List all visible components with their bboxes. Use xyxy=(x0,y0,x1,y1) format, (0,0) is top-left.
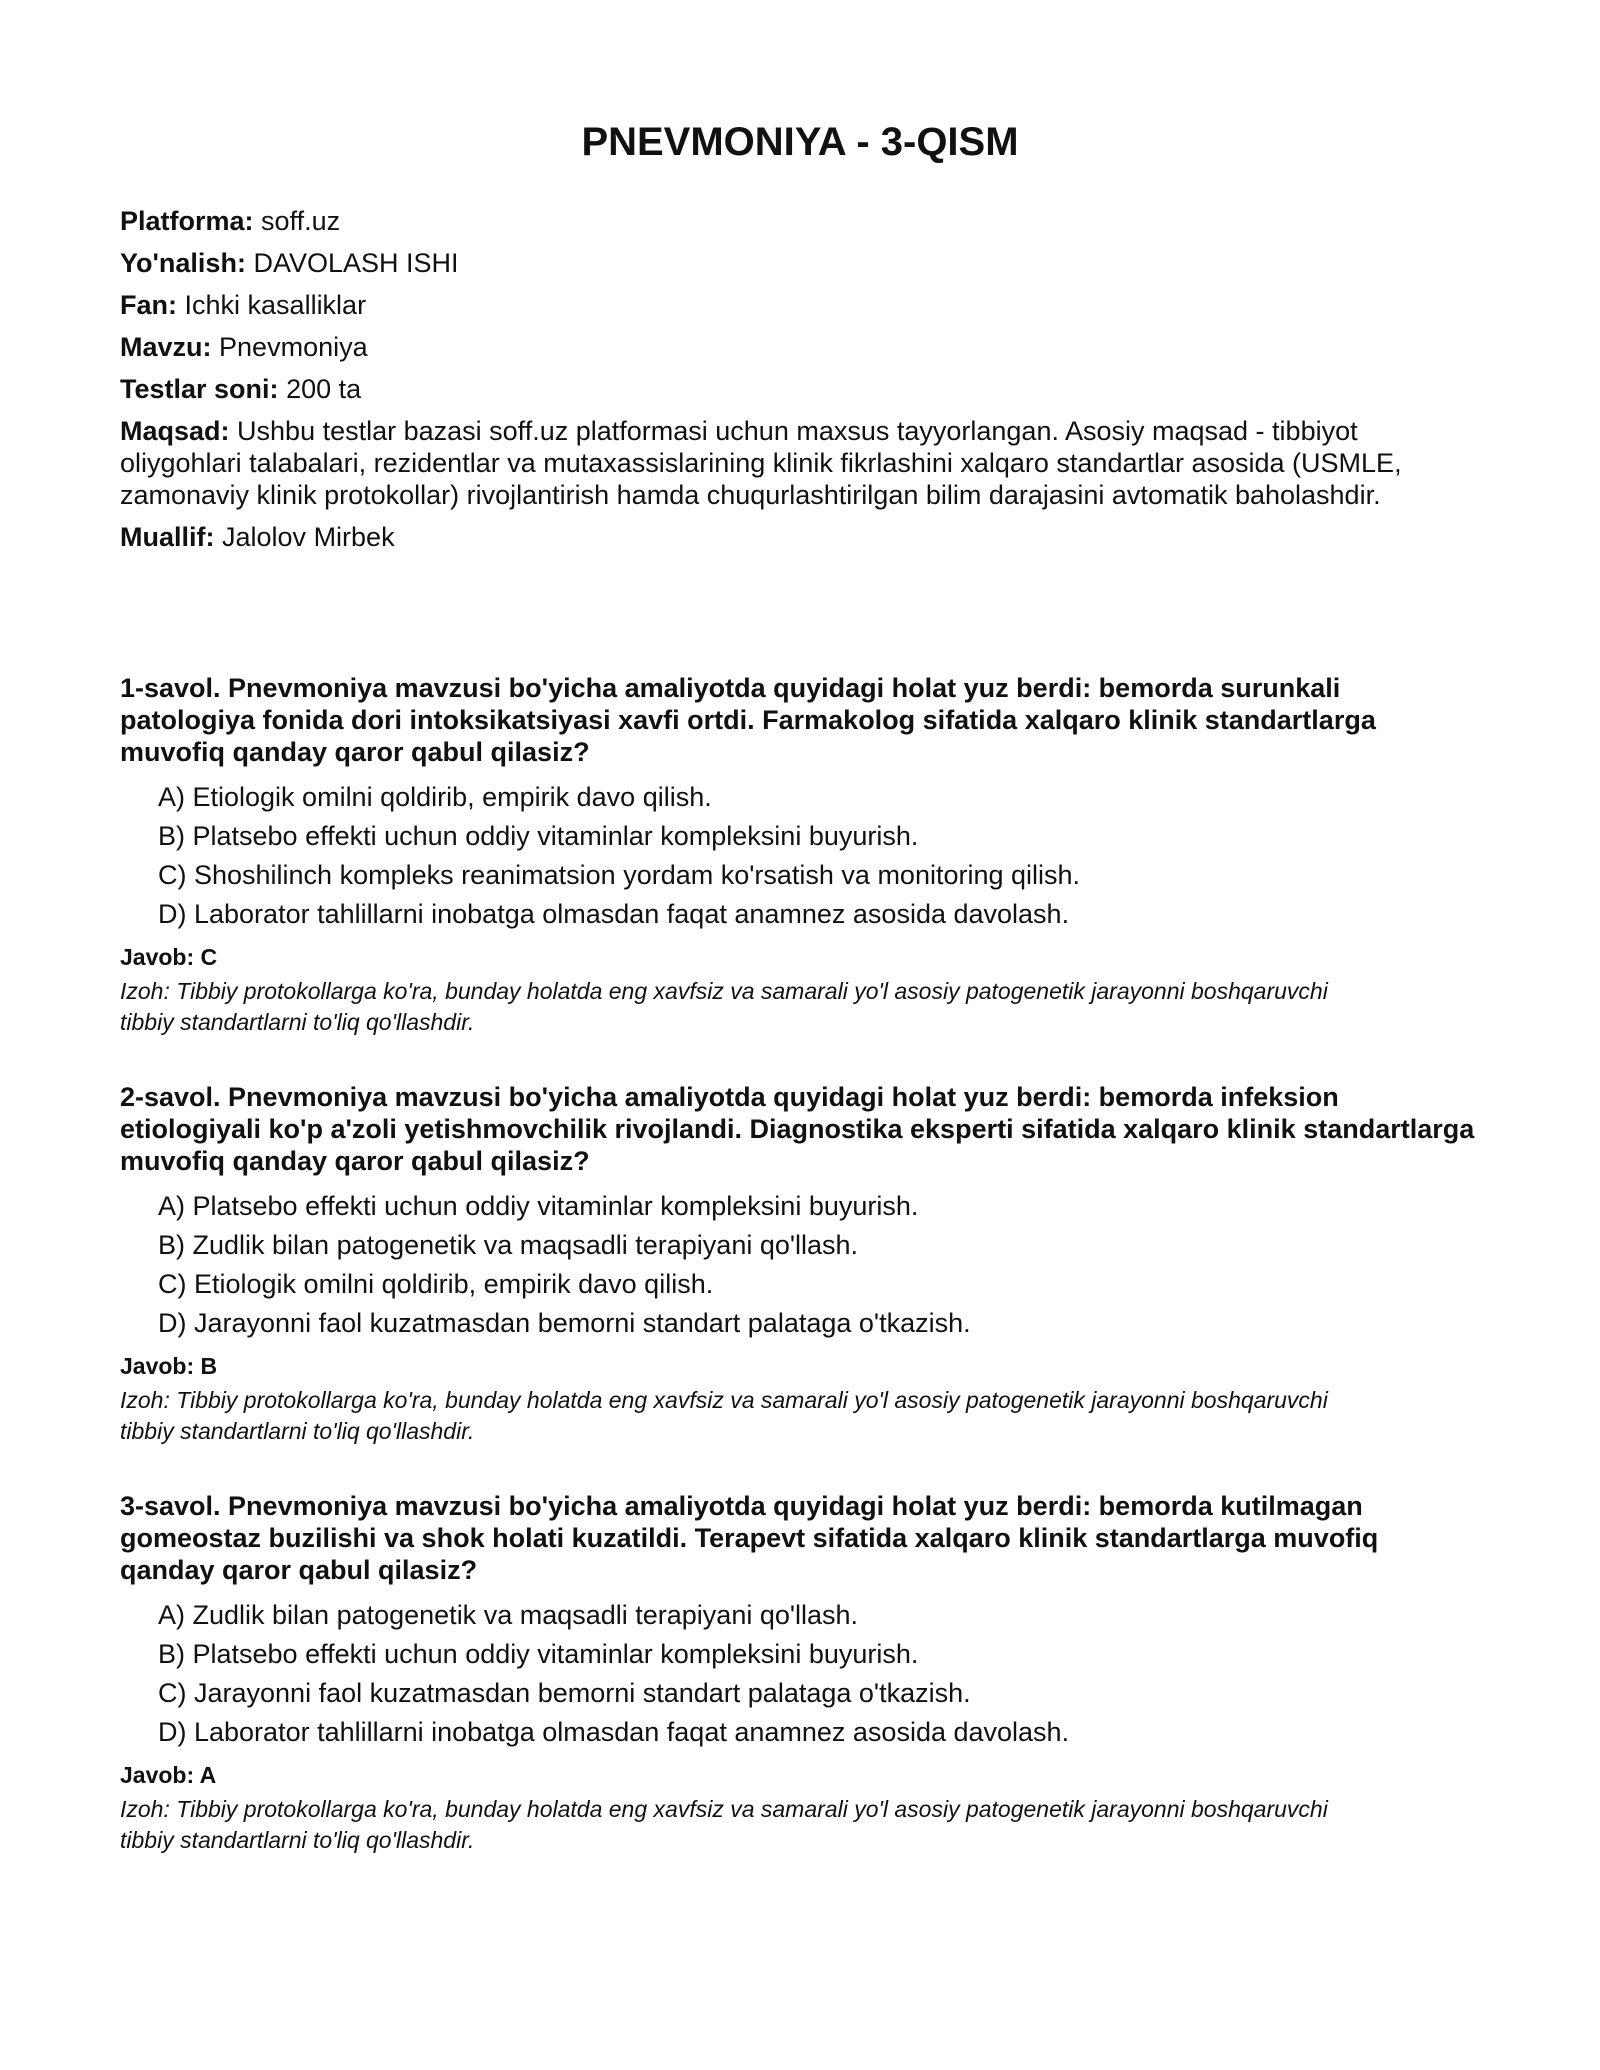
meta-label: Mavzu: xyxy=(120,332,212,362)
question-2 xyxy=(120,1081,1480,1447)
option-a: A) Etiologik omilni qoldirib, empirik davo qilish. xyxy=(158,782,712,812)
meta-purpose xyxy=(120,415,1480,511)
document-metadata xyxy=(120,205,1480,563)
question-1 xyxy=(120,672,1480,1038)
meta-label: Platforma: xyxy=(120,206,254,236)
option-d: D) Laborator tahlillarni inobatga olmasdan faqat anamnez asosida davolash. xyxy=(158,1717,1070,1747)
meta-test-count xyxy=(120,373,1480,405)
option-d: D) Laborator tahlillarni inobatga olmasdan faqat anamnez asosida davolash. xyxy=(158,899,1070,929)
meta-value: DAVOLASH ISHI xyxy=(253,248,459,278)
option-c: C) Jarayonni faol kuzatmasdan bemorni standart palataga o'tkazish. xyxy=(158,1678,971,1708)
answer-key: Javob: B xyxy=(120,1353,218,1379)
option-d: D) Jarayonni faol kuzatmasdan bemorni standart palataga o'tkazish. xyxy=(158,1308,971,1338)
question-text: 2-savol. Pnevmoniya mavzusi bo'yicha amaliyotda quyidagi holat yuz berdi: bemorda infeksion etiologiyali ko'p a'zoli yetishmovchilik rivojlandi. Diagnostika eksperti sifatida xalqaro klinik standartlarga muvofiq qanday qaror qabul qilasiz? xyxy=(120,1082,1475,1176)
answer-options xyxy=(120,1596,1480,1752)
meta-direction xyxy=(120,247,1480,279)
meta-value: Jalolov Mirbek xyxy=(222,522,395,552)
meta-value: soff.uz xyxy=(261,206,341,236)
meta-label: Fan: xyxy=(120,290,177,320)
question-text: 3-savol. Pnevmoniya mavzusi bo'yicha amaliyotda quyidagi holat yuz berdi: bemorda kutilmagan gomeostaz buzilishi va shok holati kuzatildi. Terapevt sifatida xalqaro klinik standartlarga muvofiq qanday qaror qabul qilasiz? xyxy=(120,1491,1379,1585)
meta-label: Muallif: xyxy=(120,522,215,552)
option-a: A) Zudlik bilan patogenetik va maqsadli terapiyani qo'llash. xyxy=(158,1600,859,1630)
question-text: 1-savol. Pnevmoniya mavzusi bo'yicha amaliyotda quyidagi holat yuz berdi: bemorda surunkali patologiya fonida dori intoksikatsiyasi xavfi ortdi. Farmakolog sifatida xalqaro klinik standartlarga muvofiq qanday qaror qabul qilasiz? xyxy=(120,673,1376,767)
question-3 xyxy=(120,1490,1480,1856)
meta-subject xyxy=(120,289,1480,321)
page-title: PNEVMONIYA - 3-QISM xyxy=(581,120,1019,164)
meta-author xyxy=(120,521,1480,553)
option-c: C) Etiologik omilni qoldirib, empirik davo qilish. xyxy=(158,1269,714,1299)
meta-value: Ichki kasalliklar xyxy=(184,290,367,320)
answer-key: Javob: A xyxy=(120,1762,217,1788)
option-b: B) Zudlik bilan patogenetik va maqsadli terapiyani qo'llash. xyxy=(158,1230,859,1260)
answer-key: Javob: C xyxy=(120,944,218,970)
option-a: A) Platsebo effekti uchun oddiy vitaminlar kompleksini buyurish. xyxy=(158,1191,919,1221)
meta-topic xyxy=(120,331,1480,363)
option-b: B) Platsebo effekti uchun oddiy vitaminlar kompleksini buyurish. xyxy=(158,821,919,851)
answer-explanation: Izoh: Tibbiy protokollarga ko'ra, bunday holatda eng xavfsiz va samarali yo'l asosiy patogenetik jarayonni boshqaruvchi tibbiy standartlarni to'liq qo'llashdir. xyxy=(120,978,1328,1035)
answer-explanation: Izoh: Tibbiy protokollarga ko'ra, bunday holatda eng xavfsiz va samarali yo'l asosiy patogenetik jarayonni boshqaruvchi tibbiy standartlarni to'liq qo'llashdir. xyxy=(120,1796,1328,1853)
meta-label: Maqsad: xyxy=(120,416,230,446)
answer-options xyxy=(120,1187,1480,1343)
option-c: C) Shoshilinch kompleks reanimatsion yordam ko'rsatish va monitoring qilish. xyxy=(158,860,1081,890)
meta-label: Testlar soni: xyxy=(120,374,279,404)
meta-value: Ushbu testlar bazasi soff.uz platformasi uchun maxsus tayyorlangan. Asosiy maqsad - tibbiyot oliygohlari talabalari, rezidentlar va mutaxassislarining klinik fikrlashini xalqaro standartlar asosida (USMLE, zamonaviy klinik protokollar) rivojlantirish hamda chuqurlashtirilgan bilim darajasini avtomatik baholashdir. xyxy=(120,416,1402,510)
meta-platform xyxy=(120,205,1480,237)
answer-explanation: Izoh: Tibbiy protokollarga ko'ra, bunday holatda eng xavfsiz va samarali yo'l asosiy patogenetik jarayonni boshqaruvchi tibbiy standartlarni to'liq qo'llashdir. xyxy=(120,1387,1328,1444)
meta-label: Yo'nalish: xyxy=(120,248,246,278)
option-b: B) Platsebo effekti uchun oddiy vitaminlar kompleksini buyurish. xyxy=(158,1639,919,1669)
answer-options xyxy=(120,778,1480,934)
meta-value: Pnevmoniya xyxy=(219,332,368,362)
meta-value: 200 ta xyxy=(286,374,362,404)
